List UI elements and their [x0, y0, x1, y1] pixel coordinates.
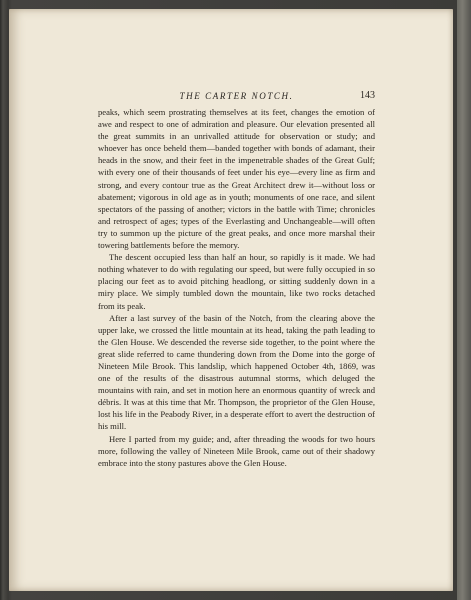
page-header	[98, 89, 375, 103]
page-number: 143	[360, 90, 375, 101]
paragraph: Here I parted from my guide; and, after threading the woods for two hours more, following the valley of Nineteen Mile Brook, came out of their shadowy embrace into the stony pastures above the Glen House.	[98, 433, 375, 468]
paragraph: After a last survey of the basin of the Notch, from the clearing above the upper lake, we crossed the little mountain at its head, taking the path leading to the Glen House. We descended the reverse side together, to the point where the great slide referred to came thundering down from the Dome into the gorge of Nineteen Mile Brook. This landslip, which happened October 4th, 1869, was one of the results of the disastrous autumnal storms, which deluged the mountains with rain, and set in motion here an enormous quantity of wreck and débris. It was at this time that Mr. Thompson, the proprietor of the Glen House, lost his life in the Peabody River, in a desperate effort to avert the destruction of his mill.	[98, 312, 375, 432]
paragraph: peaks, which seem prostrating themselves at its feet, changes the emotion of awe and respect to one of admiration and pleasure. Our elevation presented all the great summits in an unrivalled attitude for observation or study; and whoever has once beheld them—banded together with bonds of adamant, their heads in the snow, and their feet in the impenetrable shades of the Great Gulf; with every one of their thousands of feet under his eye—every line as firm and strong, and every contour true as the Great Architect drew it—without loss or abatement; vigorous in old age as in youth; monuments of one race, and silent spectators of the passing of another; victors in the battle with Time; chronicles and retrospect of ages; types of the Everlasting and Unchangeable—will often try to summon up the picture of the great peaks, and once more marshal their towering battlements before the memory.	[98, 107, 375, 251]
paragraph: The descent occupied less than half an hour, so rapidly is it made. We had nothing whatever to do with regulating our speed, but were fully occupied in so placing our feet as to avoid pitching headlong, or sitting suddenly down in a miry place. We simply tumbled down the mountain, like two rocks detached from its peak.	[98, 252, 375, 311]
page-body	[98, 106, 375, 469]
book-cover-edge	[457, 0, 471, 600]
running-title: THE CARTER NOTCH.	[179, 91, 294, 101]
